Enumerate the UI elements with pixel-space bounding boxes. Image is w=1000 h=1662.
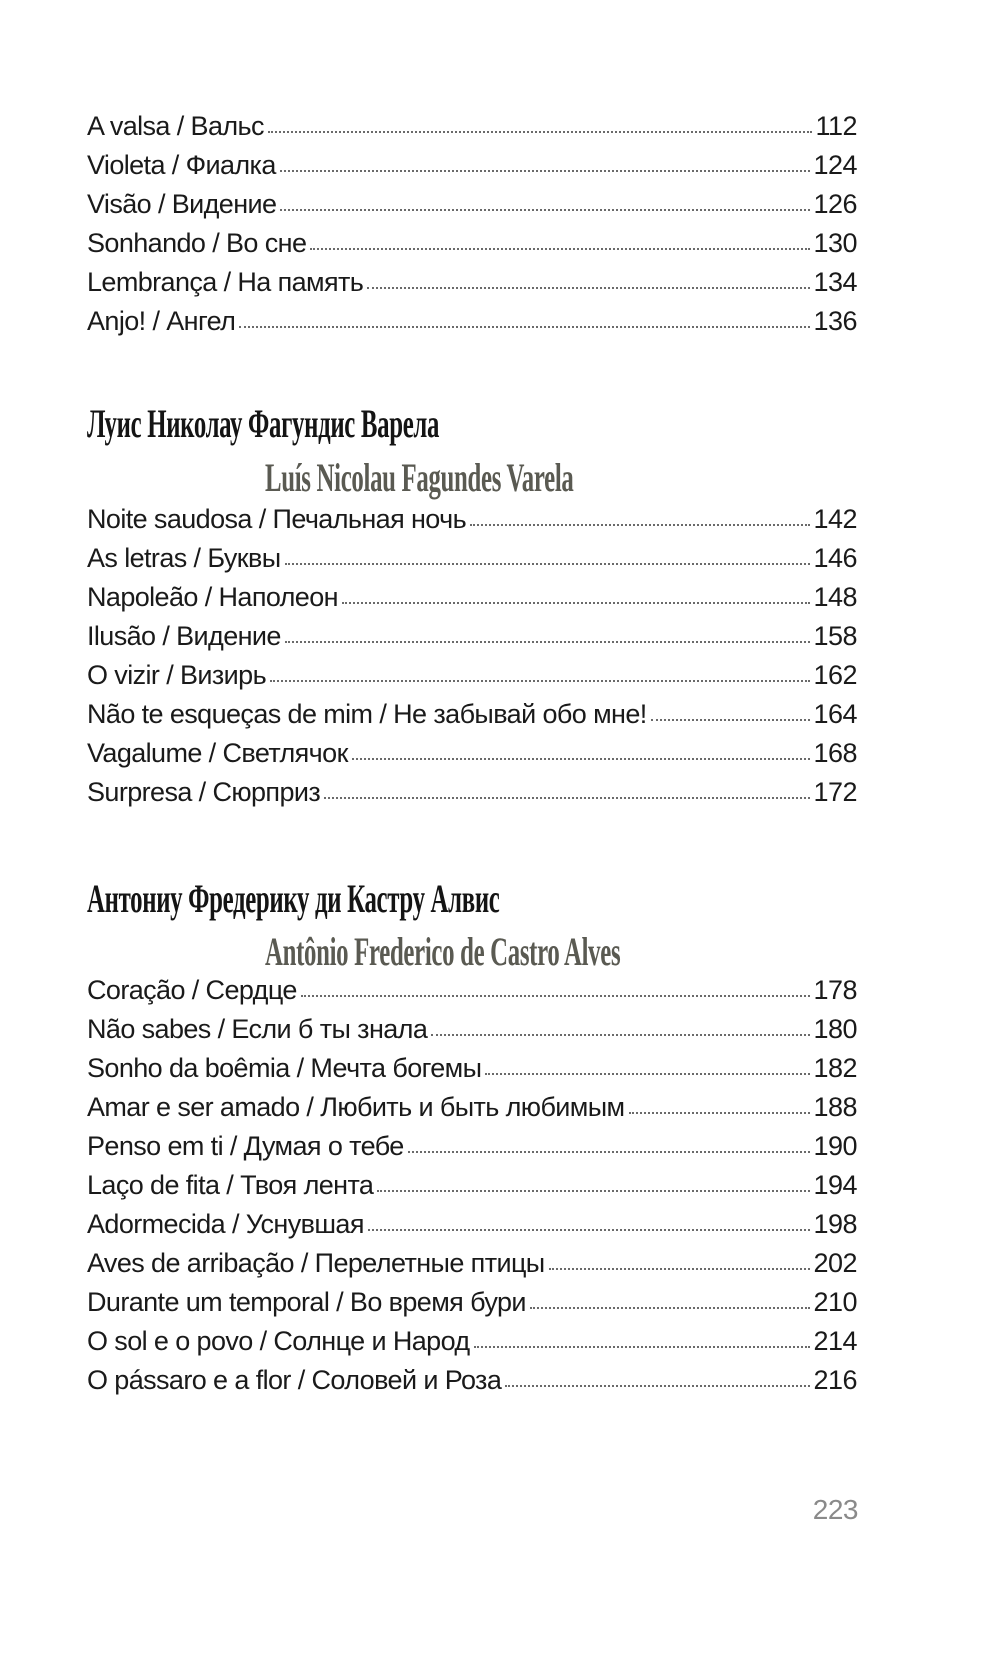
toc-entry-page: 134 <box>813 267 857 297</box>
dot-leader <box>377 1189 810 1192</box>
toc-entry-title: Penso em ti / Думая о тебе <box>87 1131 404 1161</box>
toc-section-varela <box>87 500 857 812</box>
toc-entry-title: Durante um temporal / Во время бури <box>87 1287 526 1317</box>
toc-entry-page: 136 <box>813 306 857 336</box>
toc-entry-title: Violeta / Фиалка <box>87 150 276 180</box>
toc-entry-title: Vagalume / Светлячок <box>87 738 348 768</box>
dot-leader <box>285 640 811 643</box>
toc-entry-page: 142 <box>813 504 857 534</box>
toc-entry-page: 216 <box>813 1365 857 1395</box>
dot-leader <box>280 169 811 172</box>
toc-entry-page: 112 <box>815 111 857 141</box>
toc-entry[interactable] <box>87 224 857 263</box>
dot-leader <box>530 1306 811 1309</box>
toc-entry[interactable] <box>87 1361 857 1400</box>
toc-entry-page: 148 <box>813 582 857 612</box>
toc-entry[interactable] <box>87 773 857 812</box>
toc-entry-title: Noite saudosa / Печальная ночь <box>87 504 467 534</box>
toc-entry[interactable] <box>87 1283 857 1322</box>
toc-entry-title: As letras / Буквы <box>87 543 281 573</box>
toc-entry[interactable] <box>87 1049 857 1088</box>
dot-leader <box>408 1150 811 1153</box>
toc-entry-title: Surpresa / Сюрприз <box>87 777 321 807</box>
toc-entry-page: 198 <box>813 1209 857 1239</box>
toc-entry[interactable] <box>87 107 857 146</box>
toc-entry[interactable] <box>87 734 857 773</box>
toc-entry-title: Coração / Сердце <box>87 975 297 1005</box>
author-heading-ru: Антониу Фредерику ди Кастру Алвис <box>87 876 500 921</box>
toc-entry-page: 164 <box>813 699 857 729</box>
dot-leader <box>270 679 810 682</box>
author-heading-ru: Луис Николау Фагундис Варела <box>87 401 440 446</box>
toc-entry-page: 130 <box>813 228 857 258</box>
toc-entry-title: O vizir / Визирь <box>87 660 267 690</box>
toc-entry-page: 126 <box>813 189 857 219</box>
toc-entry-title: O sol e o povo / Солнце и Народ <box>87 1326 470 1356</box>
toc-entry-page: 188 <box>813 1092 857 1122</box>
toc-entry[interactable] <box>87 185 857 224</box>
toc-entry-page: 182 <box>813 1053 857 1083</box>
dot-leader <box>629 1111 811 1114</box>
toc-entry-page: 180 <box>813 1014 857 1044</box>
toc-entry[interactable] <box>87 656 857 695</box>
dot-leader <box>485 1072 810 1075</box>
toc-entry[interactable] <box>87 1205 857 1244</box>
toc-entry[interactable] <box>87 302 857 341</box>
dot-leader <box>239 325 810 328</box>
dot-leader <box>505 1384 810 1387</box>
dot-leader <box>324 796 810 799</box>
dot-leader <box>651 718 811 721</box>
toc-entry-title: O pássaro e a flor / Соловей и Роза <box>87 1365 502 1395</box>
toc-entry-page: 190 <box>813 1131 857 1161</box>
page-number: 223 <box>812 1494 858 1525</box>
toc-section-castro-alves <box>87 971 857 1400</box>
toc-entry[interactable] <box>87 539 857 578</box>
toc-entry[interactable] <box>87 971 857 1010</box>
toc-entry-title: Amar e ser amado / Любить и быть любимым <box>87 1092 625 1122</box>
toc-entry-page: 124 <box>813 150 857 180</box>
toc-entry-page: 158 <box>813 621 857 651</box>
toc-entry-page: 214 <box>813 1326 857 1356</box>
toc-entry-title: Laço de fita / Твоя лента <box>87 1170 374 1200</box>
toc-entry-title: Aves de arribação / Перелетные птицы <box>87 1248 545 1278</box>
toc-section-continued <box>87 107 857 341</box>
dot-leader <box>368 1228 811 1231</box>
dot-leader <box>280 208 810 211</box>
toc-entry-page: 172 <box>813 777 857 807</box>
dot-leader <box>285 562 811 565</box>
toc-entry[interactable] <box>87 578 857 617</box>
dot-leader <box>301 994 811 997</box>
toc-entry[interactable] <box>87 1244 857 1283</box>
toc-entry-page: 146 <box>813 543 857 573</box>
toc-entry-page: 210 <box>813 1287 857 1317</box>
toc-entry-title: Ilusão / Видение <box>87 621 281 651</box>
toc-entry-title: Sonho da boêmia / Мечта богемы <box>87 1053 482 1083</box>
toc-entry-page: 168 <box>813 738 857 768</box>
toc-entry-page: 194 <box>813 1170 857 1200</box>
dot-leader <box>431 1033 810 1036</box>
toc-entry[interactable] <box>87 1088 857 1127</box>
toc-entry[interactable] <box>87 695 857 734</box>
toc-entry-title: Sonhando / Во сне <box>87 228 307 258</box>
toc-entry-page: 178 <box>813 975 857 1005</box>
toc-entry-title: Não sabes / Если б ты знала <box>87 1014 428 1044</box>
toc-entry[interactable] <box>87 1166 857 1205</box>
dot-leader <box>470 523 810 526</box>
dot-leader <box>268 130 813 133</box>
dot-leader <box>310 247 810 250</box>
toc-entry[interactable] <box>87 1010 857 1049</box>
toc-entry-title: Visão / Видение <box>87 189 277 219</box>
toc-entry-title: Lembrança / На память <box>87 267 364 297</box>
toc-entry-title: Não te esqueças de mim / Не забывай обо мне! <box>87 699 647 729</box>
toc-entry-page: 162 <box>813 660 857 690</box>
toc-entry[interactable] <box>87 263 857 302</box>
toc-entry-title: Napoleão / Наполеон <box>87 582 338 612</box>
dot-leader <box>367 286 810 289</box>
dot-leader <box>474 1345 811 1348</box>
dot-leader <box>549 1267 811 1270</box>
author-heading-pt: Antônio Frederico de Castro Alves <box>265 929 621 974</box>
toc-entry[interactable] <box>87 500 857 539</box>
toc-entry[interactable] <box>87 1322 857 1361</box>
toc-entry[interactable] <box>87 1127 857 1166</box>
toc-entry-page: 202 <box>813 1248 857 1278</box>
toc-entry-title: Adormecida / Уснувшая <box>87 1209 364 1239</box>
author-heading-pt: Luís Nicolau Fagundes Varela <box>265 455 574 500</box>
toc-entry-title: A valsa / Вальс <box>87 111 264 141</box>
toc-entry[interactable] <box>87 146 857 185</box>
toc-entry-title: Anjo! / Ангел <box>87 306 236 336</box>
dot-leader <box>342 601 810 604</box>
dot-leader <box>352 757 811 760</box>
toc-entry[interactable] <box>87 617 857 656</box>
